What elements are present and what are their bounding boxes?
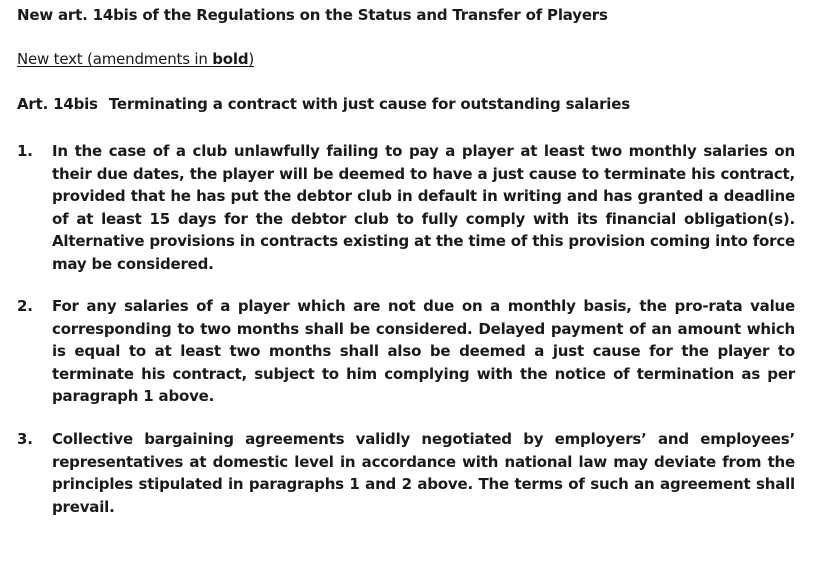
amendment-note-close: ) (248, 50, 255, 68)
paragraph-number: 3. (17, 430, 33, 448)
paragraph-text: In the case of a club unlawfully failing to pay a player at least two monthly salaries on their due dates, the player will be deemed to have a just cause to terminate his contract, provided that he has put the debtor club in default in writing and has granted a deadline of at least 15 days for the debtor club to fully comply with its financial obligation(s). Alternative provisions in contracts existing at the time of this provision coming into force may be considered. (52, 142, 795, 273)
paragraph-number: 1. (17, 142, 33, 160)
paragraph-1 (17, 140, 795, 275)
article-number: Art. 14bis (17, 95, 98, 113)
paragraph-text: Collective bargaining agreements validly negotiated by employers’ and employees’ representatives at domestic level in accordance with national law may deviate from the principles stipulated in paragraphs 1 and 2 above. The terms of such an agreement shall prevail. (52, 430, 795, 516)
paragraph-2 (17, 295, 795, 408)
article-heading (17, 95, 630, 113)
paragraph-number: 2. (17, 297, 33, 315)
document-title: New art. 14bis of the Regulations on the Status and Transfer of Players (17, 6, 608, 24)
paragraph-3 (17, 428, 795, 518)
amendment-note-bold: bold (212, 50, 249, 68)
amendment-note (17, 50, 254, 68)
article-heading-text: Terminating a contract with just cause for outstanding salaries (108, 95, 630, 113)
paragraph-text: For any salaries of a player which are not due on a monthly basis, the pro-rata value corresponding to two months shall be considered. Delayed payment of an amount which is equal to at least two months shall also be deemed a just cause for the player to terminate his contract, subject to him complying with the notice of termination as per paragraph 1 above. (52, 297, 795, 405)
amendment-note-text: New text (amendments in (17, 50, 213, 68)
